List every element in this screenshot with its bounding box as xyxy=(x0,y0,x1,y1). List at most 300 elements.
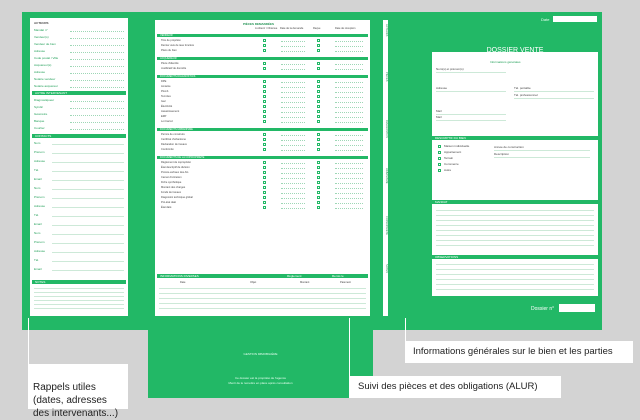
right-side-label: Année de construction xyxy=(494,145,524,149)
middle-row-date-line[interactable] xyxy=(281,150,305,152)
left-row-line[interactable] xyxy=(70,87,124,89)
middle-row-reception-line[interactable] xyxy=(335,107,363,109)
middle-section-header: DOCUMENTS URBANISME xyxy=(157,128,368,131)
left-contact-label: Email xyxy=(34,267,42,271)
middle-row-label: DPE xyxy=(161,80,167,83)
right-mandat-line[interactable] xyxy=(436,230,594,231)
middle-column-header: Reçue xyxy=(313,27,321,30)
middle-row-checkbox[interactable] xyxy=(263,120,266,123)
right-observation-line[interactable] xyxy=(436,279,594,280)
right-observation-line[interactable] xyxy=(436,269,594,270)
left-row-2-label: Syndic xyxy=(34,105,44,109)
middle-row-checkbox[interactable] xyxy=(263,133,266,136)
callout-left-line xyxy=(28,318,29,366)
middle-row-reception-line[interactable] xyxy=(335,112,363,114)
right-row-line[interactable] xyxy=(514,98,594,99)
middle-row-reception-line[interactable] xyxy=(335,193,363,195)
middle-footer-column: Montant xyxy=(300,281,310,284)
middle-row-date-line[interactable] xyxy=(281,117,305,119)
right-row-label: Nom(s) et prénom(s) xyxy=(436,67,464,71)
middle-row-checkbox[interactable] xyxy=(263,196,266,199)
middle-footer-column: Objet xyxy=(250,281,257,284)
middle-row-label: Plomb xyxy=(161,90,169,93)
middle-row-date-line[interactable] xyxy=(281,135,305,137)
left-notes-line[interactable] xyxy=(34,292,124,293)
middle-row-date-line[interactable] xyxy=(281,51,305,53)
middle-row-date-line[interactable] xyxy=(281,198,305,200)
middle-row-reception-line[interactable] xyxy=(335,168,363,170)
middle-footer-line[interactable] xyxy=(159,288,366,289)
tab-label[interactable]: NOTES xyxy=(385,264,388,273)
middle-row-received-checkbox[interactable] xyxy=(317,176,320,179)
middle-row-checkbox[interactable] xyxy=(263,143,266,146)
right-title: DOSSIER VENTE xyxy=(486,47,544,54)
middle-row-checkbox[interactable] xyxy=(263,161,266,164)
right-option-label: Maison individuelle xyxy=(444,144,470,148)
middle-footer-line[interactable] xyxy=(159,308,366,309)
middle-row-received-checkbox[interactable] xyxy=(317,80,320,83)
callout-left-text: Rappels utiles (dates, adresses des intervenants...) xyxy=(33,382,119,419)
left-contact-line[interactable] xyxy=(52,225,124,226)
right-mandat-line[interactable] xyxy=(436,220,594,221)
left-row-line[interactable] xyxy=(70,66,124,68)
tab-label[interactable]: PIÈCES xyxy=(385,72,388,82)
middle-row-label: Dernier avis de taxe foncière xyxy=(161,44,195,47)
middle-row-received-checkbox[interactable] xyxy=(317,110,320,113)
left-contact-label: Nom xyxy=(34,141,41,145)
left-contact-label: Adresse xyxy=(34,159,46,163)
middle-row-reception-line[interactable] xyxy=(335,203,363,205)
right-row-label: Tél. professionnel xyxy=(514,93,538,97)
left-contact-label: Tél. xyxy=(34,168,40,172)
middle-row-reception-line[interactable] xyxy=(335,183,363,185)
right-observation-line[interactable] xyxy=(436,264,594,265)
right-option-label: Autre xyxy=(444,168,452,172)
left-contact-line[interactable] xyxy=(52,144,124,145)
middle-footer-line[interactable] xyxy=(159,303,366,304)
middle-section-header: DOCUMENTS DE LA COPROPRIÉTÉ xyxy=(157,156,368,159)
tab-label[interactable]: URBANISME xyxy=(385,168,388,184)
middle-row-label: Fiche synthétique xyxy=(161,181,182,184)
middle-row-reception-line[interactable] xyxy=(335,82,363,84)
right-mandat-line[interactable] xyxy=(436,245,594,246)
left-contact-label: Email xyxy=(34,177,42,181)
middle-row-received-checkbox[interactable] xyxy=(317,44,320,47)
left-contact-line[interactable] xyxy=(52,207,124,208)
middle-column-header: Date de réception xyxy=(335,27,356,30)
middle-row-checkbox[interactable] xyxy=(263,166,266,169)
middle-row-date-line[interactable] xyxy=(281,188,305,190)
middle-row-reception-line[interactable] xyxy=(335,69,363,71)
left-contact-label: Tél. xyxy=(34,213,40,217)
middle-row-label: État daté xyxy=(161,206,172,209)
folder-flap xyxy=(148,328,373,398)
right-option-checkbox[interactable] xyxy=(438,145,441,148)
middle-row-date-line[interactable] xyxy=(281,208,305,210)
middle-footer-column: Paiement xyxy=(340,281,351,284)
middle-row-date-line[interactable] xyxy=(281,102,305,104)
callout-middle-text: Suivi des pièces et des obligations (ALUR) xyxy=(358,381,538,392)
middle-row-checkbox[interactable] xyxy=(263,201,266,204)
left-row-line[interactable] xyxy=(70,59,124,61)
middle-row-checkbox[interactable] xyxy=(263,100,266,103)
middle-row-checkbox[interactable] xyxy=(263,181,266,184)
middle-row-reception-line[interactable] xyxy=(335,87,363,89)
flap-line-3: Merci de le remettre en place après consultation xyxy=(228,381,293,385)
right-option-checkbox[interactable] xyxy=(438,151,441,154)
right-band-2: MANDAT xyxy=(432,200,598,204)
middle-row-label: Permis de construire xyxy=(161,133,185,136)
left-row-label: Mandat n° xyxy=(34,28,48,32)
middle-row-label: Justificatif de domicile xyxy=(161,67,187,70)
middle-row-date-line[interactable] xyxy=(281,140,305,142)
middle-row-reception-line[interactable] xyxy=(335,150,363,152)
left-sub-header-1: AUTRE INTERVENANT xyxy=(32,91,126,95)
left-contact-line[interactable] xyxy=(52,234,124,235)
middle-row-checkbox[interactable] xyxy=(263,62,266,65)
left-contact-line[interactable] xyxy=(52,162,124,163)
middle-row-received-checkbox[interactable] xyxy=(317,138,320,141)
middle-section-header: ACQUÉREUR xyxy=(157,57,368,60)
left-row-line[interactable] xyxy=(70,80,124,82)
middle-footer-line[interactable] xyxy=(159,298,366,299)
middle-row-date-line[interactable] xyxy=(281,112,305,114)
right-observation-line[interactable] xyxy=(436,289,594,290)
callout-middle xyxy=(349,376,561,398)
left-contact-line[interactable] xyxy=(52,270,124,271)
middle-row-checkbox[interactable] xyxy=(263,191,266,194)
middle-row-label: Conformité xyxy=(161,148,174,151)
tab-label[interactable]: COPROPRIÉTÉ xyxy=(385,216,388,235)
middle-row-date-line[interactable] xyxy=(281,203,305,205)
flap-line-2: Ce dossier est la propriété de l'agence xyxy=(234,376,287,380)
right-subtitle: Informations générales xyxy=(490,60,521,64)
middle-row-received-checkbox[interactable] xyxy=(317,62,320,65)
middle-row-date-line[interactable] xyxy=(281,69,305,71)
middle-row-reception-line[interactable] xyxy=(335,173,363,175)
left-row-2-label: Banque xyxy=(34,119,45,123)
middle-row-checkbox[interactable] xyxy=(263,90,266,93)
middle-row-label: Amiante xyxy=(161,85,171,88)
middle-row-date-line[interactable] xyxy=(281,82,305,84)
middle-footer-label-left: INFORMATIONS DIVERSES xyxy=(160,274,199,278)
middle-row-checkbox[interactable] xyxy=(263,206,266,209)
right-side-line[interactable] xyxy=(494,157,590,158)
middle-row-date-line[interactable] xyxy=(281,173,305,175)
middle-row-received-checkbox[interactable] xyxy=(317,171,320,174)
right-option-label: Appartement xyxy=(444,150,462,154)
middle-row-date-line[interactable] xyxy=(281,163,305,165)
middle-row-label: Certificat d'urbanisme xyxy=(161,138,187,141)
right-row-label: Mail xyxy=(436,115,442,119)
middle-row-label: Électricité xyxy=(161,105,173,108)
middle-row-label: Termites xyxy=(161,95,171,98)
middle-row-reception-line[interactable] xyxy=(335,41,363,43)
middle-row-received-checkbox[interactable] xyxy=(317,100,320,103)
middle-row-reception-line[interactable] xyxy=(335,140,363,142)
right-row-line[interactable] xyxy=(436,91,506,92)
middle-row-reception-line[interactable] xyxy=(335,178,363,180)
right-row-label: Adresse xyxy=(436,86,448,90)
middle-row-label: Plans du bien xyxy=(161,49,177,52)
left-row-2-line[interactable] xyxy=(70,115,124,117)
middle-row-date-line[interactable] xyxy=(281,46,305,48)
left-notes-line[interactable] xyxy=(34,304,124,305)
middle-row-label: Pré-état daté xyxy=(161,201,176,204)
left-contact-line[interactable] xyxy=(52,171,124,172)
middle-row-reception-line[interactable] xyxy=(335,51,363,53)
middle-footer-label-mid: Règlement xyxy=(287,274,302,278)
middle-row-checkbox[interactable] xyxy=(263,148,266,151)
left-notes-line[interactable] xyxy=(34,296,124,297)
middle-row-checkbox[interactable] xyxy=(263,80,266,83)
left-row-line[interactable] xyxy=(70,73,124,75)
right-mandat-line[interactable] xyxy=(436,235,594,236)
right-side-line[interactable] xyxy=(494,150,590,151)
middle-row-reception-line[interactable] xyxy=(335,64,363,66)
left-row-2-label: Géomètre xyxy=(34,112,48,116)
middle-row-date-line[interactable] xyxy=(281,41,305,43)
middle-footer-line[interactable] xyxy=(159,293,366,294)
dossier-number-field[interactable] xyxy=(559,304,595,312)
left-contact-label: Tél. xyxy=(34,258,40,262)
middle-row-label: Titre de propriété xyxy=(161,39,181,42)
left-row-line[interactable] xyxy=(70,31,124,33)
middle-row-received-checkbox[interactable] xyxy=(317,181,320,184)
middle-row-label: Loi Carrez xyxy=(161,120,173,123)
callout-left xyxy=(28,364,128,419)
left-row-label: Adresse xyxy=(34,70,46,74)
middle-section-header: DOCUMENTS DIAGNOSTICS xyxy=(157,75,368,78)
right-row-line[interactable] xyxy=(514,91,594,92)
left-row-2-line[interactable] xyxy=(70,122,124,124)
right-band-3: OBSERVATIONS xyxy=(432,255,598,259)
left-row-2-label: Diagnostiqueur xyxy=(34,98,55,102)
callout-right xyxy=(405,341,633,363)
left-footer-header: NOTES xyxy=(32,280,126,284)
middle-row-label: Règlement de copropriété xyxy=(161,161,191,164)
middle-row-received-checkbox[interactable] xyxy=(317,133,320,136)
right-row-label: Tél. portable xyxy=(514,86,531,90)
middle-row-date-line[interactable] xyxy=(281,92,305,94)
middle-row-date-line[interactable] xyxy=(281,64,305,66)
left-sub-header-2: CONTACTS xyxy=(32,134,126,138)
middle-row-checkbox[interactable] xyxy=(263,138,266,141)
left-row-2-label: Courtier xyxy=(34,126,45,130)
middle-title: PIÈCES DEMANDÉES xyxy=(243,22,275,26)
right-option-label: Terrain xyxy=(444,156,454,160)
middle-row-checkbox[interactable] xyxy=(263,105,266,108)
middle-row-date-line[interactable] xyxy=(281,168,305,170)
middle-row-date-line[interactable] xyxy=(281,87,305,89)
middle-row-received-checkbox[interactable] xyxy=(317,206,320,209)
middle-row-received-checkbox[interactable] xyxy=(317,196,320,199)
middle-panel xyxy=(155,20,370,316)
right-option-checkbox[interactable] xyxy=(438,157,441,160)
middle-row-received-checkbox[interactable] xyxy=(317,85,320,88)
middle-row-received-checkbox[interactable] xyxy=(317,166,320,169)
left-contact-label: Email xyxy=(34,222,42,226)
left-row-label: Adresse xyxy=(34,49,46,53)
right-option-checkbox[interactable] xyxy=(438,163,441,166)
middle-row-checkbox[interactable] xyxy=(263,115,266,118)
middle-row-reception-line[interactable] xyxy=(335,135,363,137)
left-contact-label: Nom xyxy=(34,186,41,190)
left-contact-label: Prénom xyxy=(34,150,45,154)
right-observation-line[interactable] xyxy=(436,284,594,285)
left-contact-label: Prénom xyxy=(34,240,45,244)
right-observation-line[interactable] xyxy=(436,274,594,275)
middle-row-checkbox[interactable] xyxy=(263,171,266,174)
right-mandat-line[interactable] xyxy=(436,225,594,226)
middle-row-received-checkbox[interactable] xyxy=(317,186,320,189)
callout-right-text: Informations générales sur le bien et les parties xyxy=(413,346,613,357)
middle-row-checkbox[interactable] xyxy=(263,95,266,98)
left-notes-line[interactable] xyxy=(34,288,124,289)
left-contact-label: Adresse xyxy=(34,249,46,253)
middle-row-reception-line[interactable] xyxy=(335,198,363,200)
left-panel xyxy=(30,18,128,316)
middle-row-date-line[interactable] xyxy=(281,145,305,147)
right-mandat-line[interactable] xyxy=(436,215,594,216)
middle-footer-label-right: Remis le xyxy=(332,274,344,278)
tab-label[interactable]: ACTEURS xyxy=(385,24,388,37)
middle-row-date-line[interactable] xyxy=(281,178,305,180)
right-footer-label: Dossier n° xyxy=(531,306,555,312)
middle-row-label: Déclaration de travaux xyxy=(161,143,187,146)
right-mandat-line[interactable] xyxy=(436,240,594,241)
middle-row-label: Montant des charges xyxy=(161,186,186,189)
middle-row-received-checkbox[interactable] xyxy=(317,49,320,52)
middle-row-label: Fonds de travaux xyxy=(161,191,182,194)
middle-row-received-checkbox[interactable] xyxy=(317,191,320,194)
left-contact-line[interactable] xyxy=(52,243,124,244)
middle-column-header: Date de la demande xyxy=(280,27,304,30)
callout-middle-line xyxy=(349,318,350,378)
date-field[interactable] xyxy=(553,16,597,22)
right-band-1: DESCRIPTIF DU BIEN xyxy=(432,136,598,140)
middle-row-date-line[interactable] xyxy=(281,122,305,124)
middle-row-checkbox[interactable] xyxy=(263,176,266,179)
right-option-label: Commerce xyxy=(444,162,459,166)
right-row-line[interactable] xyxy=(436,120,506,121)
middle-row-label: Pièce d'identité xyxy=(161,62,179,65)
middle-row-received-checkbox[interactable] xyxy=(317,39,320,42)
middle-row-received-checkbox[interactable] xyxy=(317,148,320,151)
left-row-label: Vendeur(s) xyxy=(34,35,49,39)
left-contact-label: Adresse xyxy=(34,204,46,208)
middle-row-received-checkbox[interactable] xyxy=(317,115,320,118)
left-contact-line[interactable] xyxy=(52,189,124,190)
left-row-label: Code postal / Ville xyxy=(34,56,59,60)
left-notes-line[interactable] xyxy=(34,308,124,309)
middle-row-date-line[interactable] xyxy=(281,97,305,99)
middle-row-checkbox[interactable] xyxy=(263,85,266,88)
middle-row-date-line[interactable] xyxy=(281,107,305,109)
right-row-line[interactable] xyxy=(436,72,506,73)
middle-footer-bar xyxy=(157,274,368,278)
left-contact-line[interactable] xyxy=(52,153,124,154)
left-row-label: Notaire vendeur xyxy=(34,77,56,81)
left-notes-line[interactable] xyxy=(34,300,124,301)
left-row-label: Acquéreur(s) xyxy=(34,63,52,67)
flap-line-1: GESTION IMMOBILIÈRE xyxy=(243,352,278,356)
middle-row-checkbox[interactable] xyxy=(263,44,266,47)
middle-row-reception-line[interactable] xyxy=(335,163,363,165)
left-row-line[interactable] xyxy=(70,38,124,40)
middle-row-received-checkbox[interactable] xyxy=(317,201,320,204)
middle-row-checkbox[interactable] xyxy=(263,39,266,42)
left-contact-label: Nom xyxy=(34,231,41,235)
middle-row-label: État descriptif de division xyxy=(161,166,190,169)
middle-row-reception-line[interactable] xyxy=(335,97,363,99)
left-contact-line[interactable] xyxy=(52,216,124,217)
left-section-header: ACTEURS xyxy=(34,21,49,25)
right-row-label: Mail xyxy=(436,109,442,113)
middle-row-reception-line[interactable] xyxy=(335,145,363,147)
left-row-line[interactable] xyxy=(70,45,124,47)
middle-row-received-checkbox[interactable] xyxy=(317,120,320,123)
middle-row-label: Carnet d'entretien xyxy=(161,176,182,179)
middle-row-received-checkbox[interactable] xyxy=(317,95,320,98)
left-row-2-line[interactable] xyxy=(70,129,124,131)
left-row-label: Vendeur de bien xyxy=(34,42,56,46)
middle-footer-column: Date xyxy=(180,281,186,284)
right-option-checkbox[interactable] xyxy=(438,169,441,172)
left-row-2-line[interactable] xyxy=(70,108,124,110)
tab-label[interactable]: DIAGNOSTICS xyxy=(385,120,388,138)
date-label: Date xyxy=(541,17,550,22)
middle-row-reception-line[interactable] xyxy=(335,188,363,190)
left-contact-line[interactable] xyxy=(52,180,124,181)
middle-row-date-line[interactable] xyxy=(281,193,305,195)
middle-row-label: Assainissement xyxy=(161,110,180,113)
left-contact-label: Prénom xyxy=(34,195,45,199)
middle-row-label: Diagnostic technique global xyxy=(161,196,193,199)
left-row-label: Notaire acquéreur xyxy=(34,84,59,88)
right-panel xyxy=(432,47,598,296)
middle-row-date-line[interactable] xyxy=(281,183,305,185)
middle-column-header: A obtenir / Obtenue xyxy=(255,27,278,30)
middle-row-reception-line[interactable] xyxy=(335,122,363,124)
middle-row-received-checkbox[interactable] xyxy=(317,161,320,164)
left-contact-line[interactable] xyxy=(52,198,124,199)
middle-row-received-checkbox[interactable] xyxy=(317,105,320,108)
middle-row-reception-line[interactable] xyxy=(335,102,363,104)
middle-row-reception-line[interactable] xyxy=(335,46,363,48)
left-row-2-line[interactable] xyxy=(70,101,124,103)
middle-row-checkbox[interactable] xyxy=(263,49,266,52)
middle-row-checkbox[interactable] xyxy=(263,110,266,113)
left-row-line[interactable] xyxy=(70,52,124,54)
middle-row-checkbox[interactable] xyxy=(263,67,266,70)
middle-section-header: VENDEUR xyxy=(157,34,368,37)
middle-row-received-checkbox[interactable] xyxy=(317,90,320,93)
middle-row-checkbox[interactable] xyxy=(263,186,266,189)
middle-row-received-checkbox[interactable] xyxy=(317,143,320,146)
middle-row-reception-line[interactable] xyxy=(335,117,363,119)
left-contact-line[interactable] xyxy=(52,261,124,262)
left-contact-line[interactable] xyxy=(52,252,124,253)
right-row-line[interactable] xyxy=(436,114,506,115)
middle-row-received-checkbox[interactable] xyxy=(317,67,320,70)
right-side-label: Description xyxy=(494,152,510,156)
middle-row-label: Gaz xyxy=(161,100,166,103)
right-mandat-line[interactable] xyxy=(436,210,594,211)
middle-row-reception-line[interactable] xyxy=(335,208,363,210)
middle-row-label: Procès-verbaux des AG xyxy=(161,171,189,174)
middle-row-reception-line[interactable] xyxy=(335,92,363,94)
